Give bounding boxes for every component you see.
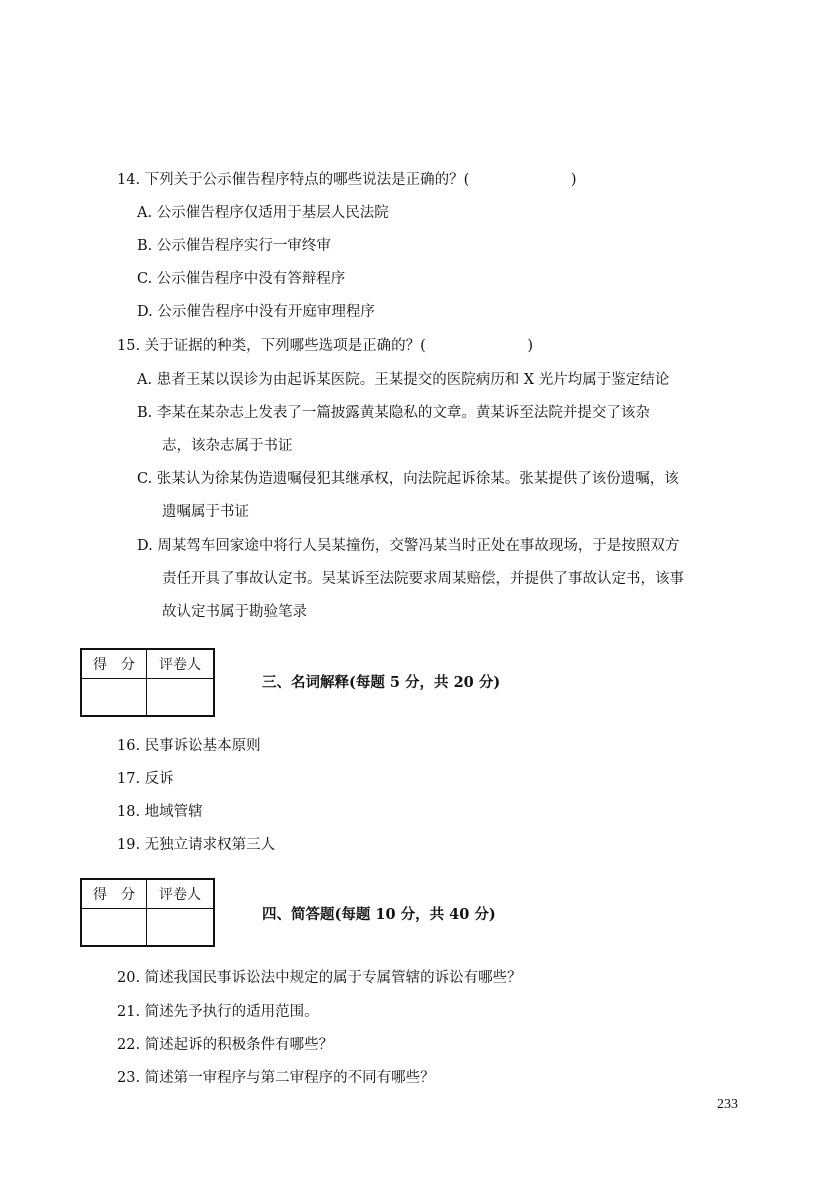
question-16: 16. 民事诉讼基本原则 [117, 738, 261, 754]
section-3-title: 三、名词解释(每题 5 分，共 20 分) [262, 674, 501, 691]
question-19: 19. 无独立请求权第三人 [117, 837, 276, 853]
score-box-section-3 [80, 648, 215, 717]
question-18: 18. 地域管辖 [117, 804, 203, 820]
grader-cell[interactable] [147, 909, 215, 947]
score-cell[interactable] [81, 679, 147, 717]
question-14-option-c: C. 公示催告程序中没有答辩程序 [137, 271, 346, 287]
page-number: 233 [717, 1097, 738, 1112]
question-14-option-d: D. 公示催告程序中没有开庭审理程序 [137, 304, 375, 320]
question-15-option-d-line1: D. 周某驾车回家途中将行人吴某撞伤，交警冯某当时正处在事故现场，于是按照双方 [137, 538, 680, 554]
question-15-option-c-line1: C. 张某认为徐某伪造遗嘱侵犯其继承权，向法院起诉徐某。张某提供了该份遗嘱，该 [137, 471, 679, 487]
question-14-option-a: A. 公示催告程序仅适用于基层人民法院 [137, 205, 389, 221]
grader-label: 评卷人 [147, 879, 215, 909]
score-label: 得 分 [81, 879, 147, 909]
question-20: 20. 简述我国民事诉讼法中规定的属于专属管辖的诉讼有哪些？ [117, 970, 522, 986]
question-22: 22. 简述起诉的积极条件有哪些？ [117, 1037, 334, 1053]
question-15-option-d-line2: 责任开具了事故认定书。吴某诉至法院要求周某赔偿，并提供了事故认定书，该事 [162, 571, 684, 587]
question-15-option-c-line2: 遗嘱属于书证 [162, 504, 249, 520]
question-15-option-a: A. 患者王某以误诊为由起诉某医院。王某提交的医院病历和 X 光片均属于鉴定结论 [137, 372, 670, 388]
grader-label: 评卷人 [147, 649, 215, 679]
section-4-title: 四、简答题(每题 10 分，共 40 分) [262, 906, 496, 923]
grader-cell[interactable] [147, 679, 215, 717]
question-15-option-d-line3: 故认定书属于勘验笔录 [162, 604, 307, 620]
question-15-option-b-line2: 志，该杂志属于书证 [162, 438, 293, 454]
score-box-section-4 [80, 878, 215, 947]
question-23: 23. 简述第一审程序与第二审程序的不同有哪些？ [117, 1070, 435, 1086]
question-21: 21. 简述先予执行的适用范围。 [117, 1004, 319, 1020]
question-15-option-b-line1: B. 李某在某杂志上发表了一篇披露黄某隐私的文章。黄某诉至法院并提交了该杂 [137, 405, 650, 421]
question-14-option-b: B. 公示催告程序实行一审终审 [137, 238, 331, 254]
question-17: 17. 反诉 [117, 771, 174, 787]
score-cell[interactable] [81, 909, 147, 947]
question-14-stem: 14. 下列关于公示催告程序特点的哪些说法是正确的？( ) [117, 172, 577, 188]
question-15-stem: 15. 关于证据的种类，下列哪些选项是正确的？( ) [117, 338, 533, 354]
score-label: 得 分 [81, 649, 147, 679]
